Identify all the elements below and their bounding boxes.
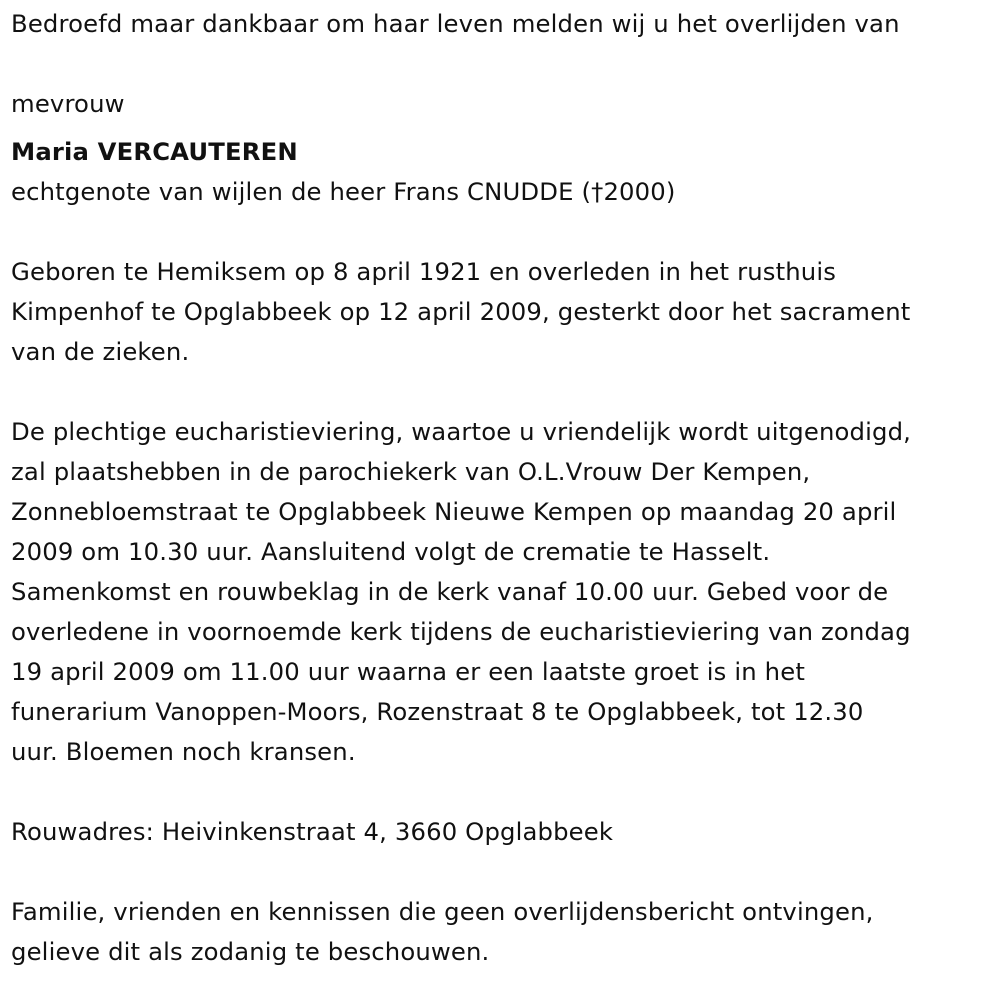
cross-icon: †: [591, 177, 604, 206]
paragraph-line: 2009 om 10.30 uur. Aansluitend volgt de crematie te Hasselt.: [11, 537, 771, 566]
obituary-notice: [11, 4, 993, 972]
spacer: [11, 372, 993, 412]
closing-paragraph: [11, 892, 993, 972]
paragraph-line: overledene in voornoemde kerk tijdens de eucharistieviering van zondag: [11, 617, 911, 646]
paragraph-line: Zonnebloemstraat te Opglabbeek Nieuwe Kempen op maandag 20 april: [11, 497, 897, 526]
mourning-address: Rouwadres: Heivinkenstraat 4, 3660 Opglabbeek: [11, 817, 614, 846]
spouse-death-year: 2000: [603, 177, 666, 206]
spacer: [11, 44, 993, 84]
paragraph-line: 19 april 2009 om 11.00 uur waarna er een laatste groet is in het: [11, 657, 806, 686]
birth-death-paragraph: [11, 252, 993, 372]
paragraph-line: Samenkomst en rouwbeklag in de kerk vanaf 10.00 uur. Gebed voor de: [11, 577, 889, 606]
deceased-name: Maria VERCAUTEREN: [11, 137, 298, 166]
paragraph-line: van de zieken.: [11, 337, 190, 366]
paragraph-line: uur. Bloemen noch kransen.: [11, 737, 356, 766]
spouse-line: [11, 172, 993, 212]
paragraph-line: De plechtige eucharistieviering, waartoe u vriendelijk wordt uitgenodigd,: [11, 417, 912, 446]
paragraph-line: funerarium Vanoppen-Moors, Rozenstraat 8 te Opglabbeek, tot 12.30: [11, 697, 864, 726]
spacer: [11, 772, 993, 812]
salutation: mevrouw: [11, 89, 125, 118]
paragraph-line: Geboren te Hemiksem op 8 april 1921 en overleden in het rusthuis: [11, 257, 837, 286]
spouse-suffix: ): [665, 177, 676, 206]
paragraph-line: Kimpenhof te Opglabbeek op 12 april 2009, gesterkt door het sacrament: [11, 297, 911, 326]
spacer: [11, 852, 993, 892]
spacer: [11, 212, 993, 252]
paragraph-line: zal plaatshebben in de parochiekerk van O.L.Vrouw Der Kempen,: [11, 457, 811, 486]
intro-text: Bedroefd maar dankbaar om haar leven melden wij u het overlijden van: [11, 9, 900, 38]
paragraph-line: Familie, vrienden en kennissen die geen overlijdensbericht ontvingen,: [11, 897, 874, 926]
spouse-prefix: echtgenote van wijlen de heer Frans CNUDDE (: [11, 177, 592, 206]
paragraph-line: gelieve dit als zodanig te beschouwen.: [11, 937, 490, 966]
ceremony-paragraph: [11, 412, 993, 772]
